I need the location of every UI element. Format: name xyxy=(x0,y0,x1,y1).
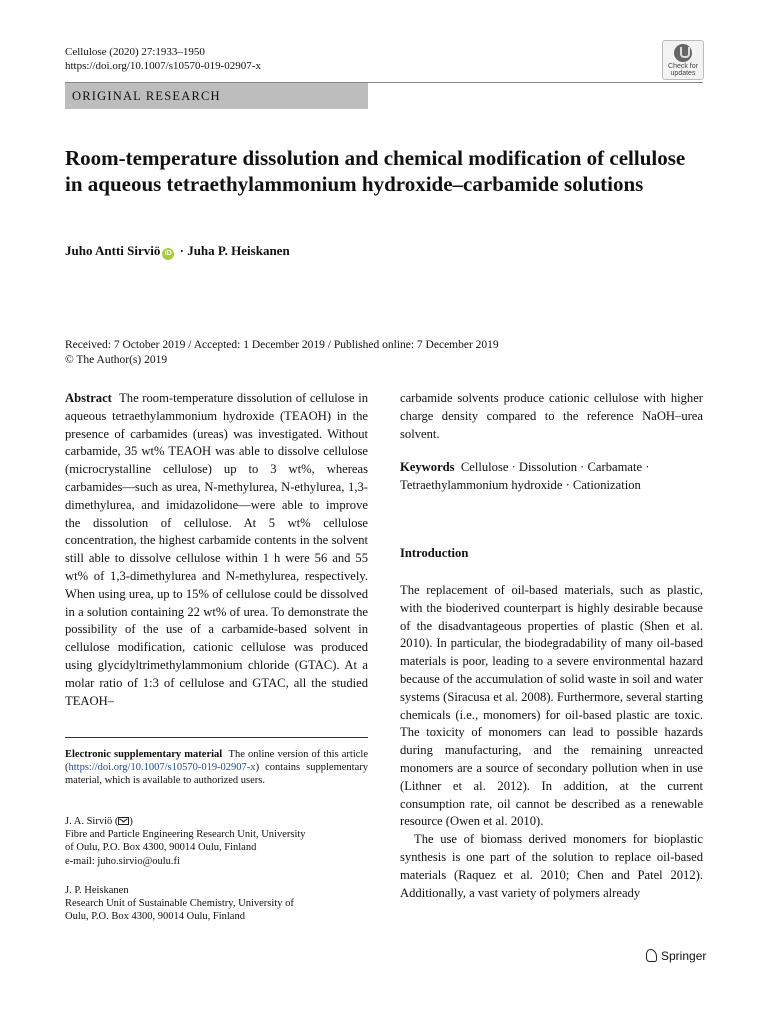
springer-horse-icon xyxy=(646,949,657,962)
author-2[interactable]: Juha P. Heiskanen xyxy=(187,243,290,258)
esm-doi-link[interactable]: https://doi.org/10.1007/s10570-019-02907-x xyxy=(68,762,256,774)
abstract-heading: Abstract xyxy=(65,391,112,405)
publisher-logo xyxy=(646,949,706,963)
dates-line: Received: 7 October 2019 / Accepted: 1 December 2019 / Published online: 7 December 2019 xyxy=(65,339,499,351)
aff1-line-2: of Oulu, P.O. Box 4300, 90014 Oulu, Finland xyxy=(65,842,257,854)
aff2-line-2: Oulu, P.O. Box 4300, 90014 Oulu, Finland xyxy=(65,911,245,923)
article-history xyxy=(65,338,499,368)
aff1-name-end: ) xyxy=(129,816,133,827)
author-list xyxy=(65,243,290,260)
publisher-name: Springer xyxy=(661,949,707,963)
abstract-left xyxy=(65,390,368,710)
introduction-body xyxy=(400,582,703,902)
footnote-divider xyxy=(65,737,368,738)
aff1-name-line xyxy=(65,815,368,828)
doi-link[interactable]: https://doi.org/10.1007/s10570-019-02907-x xyxy=(65,60,261,72)
author-1[interactable]: Juho Antti Sirviö xyxy=(65,243,161,258)
affiliation-2 xyxy=(65,884,368,924)
esm-text-2: ) contains supplementary material, which is available to authorized users. xyxy=(65,762,368,787)
abstract-text: The room-temperature dissolution of cellulose in aqueous tetraethylammonium hydroxide (TEAOH) in the presence of carbamides (ureas) was investigated. Without carbamide, 35 wt% TEAOH was able to dissolve cellulose (microcrystalline cellulose) up to 3 wt%, whereas carbamides—such as urea, N-methylurea, N-ethylurea, 1,3-dimethylurea, and imidazolidone—were able to improve the dissolution of cellulose. At 5 wt% cellulose concentration, the highest carbamide contents in the solvent still able to dissolve cellulose within 1 h were 56 and 55 wt% of 1,3-dimethylurea and N-methylurea, respectively. When using urea, up to 15% of cellulose could be dissolved in a solution containing 22 wt% of urea. To demonstrate the possibility of the use of a carbamide-based solvent in cellulose modification, cationic cellulose was produced using glycidyltrimethylammonium chloride (GTAC). At a molar ratio of 1:3 of cellulose and GTAC, all the studied TEAOH– xyxy=(65,391,369,708)
article-title: Room-temperature dissolution and chemical modification of cellulose in aqueous tetraethylammonium hydroxide–carbamide solutions xyxy=(65,146,686,196)
affiliation-1 xyxy=(65,815,368,868)
aff2-name: J. P. Heiskanen xyxy=(65,885,129,896)
intro-paragraph-1: The replacement of oil-based materials, such as plastic, with the bioderived counterpart is highly desirable because of the disadvantageous properties of plastic (Shen et al. 2010). In particular, the biodegradability of many oil-based materials is poor, leading to a severe environmental hazard because of the accumulation of solid waste in soil and water systems (Siracusa et al. 2008). Furthermore, several starting chemicals (i.e., monomers) for oil-based plastic are toxic. The toxicity of monomers can lead to possible hazards during manufacturing, and the remaining unreacted monomers are a source of secondary pollution when in use (Lithner et al. 2012). In addition, at the current consumption rate, oil cannot be described as a renewable resource (Owen et al. 2010). xyxy=(400,583,703,829)
check-updates-label-2: updates xyxy=(670,70,696,77)
intro-paragraph-2: The use of biomass derived monomers for bioplastic synthesis is one part of the solution to replace oil-based materials (Raquez et al. 2010; Chen and Patel 2012). Additionally, a vast variety of polymers already xyxy=(400,832,703,900)
check-for-updates-button[interactable] xyxy=(662,40,704,80)
check-updates-label-1: Check for xyxy=(668,63,698,70)
check-updates-icon xyxy=(674,44,692,62)
keywords xyxy=(400,459,703,495)
supplementary-note xyxy=(65,748,368,788)
aff1-line-1: Fibre and Particle Engineering Research Unit, University xyxy=(65,829,306,841)
keywords-text: Cellulose · Dissolution · Carbamate · Tetraethylammonium hydroxide · Cationization xyxy=(400,460,650,492)
aff2-line-1: Research Unit of Sustainable Chemistry, University of xyxy=(65,898,294,910)
journal-citation: Cellulose (2020) 27:1933–1950 xyxy=(65,46,205,58)
author-separator: · xyxy=(176,243,188,258)
aff1-name: J. A. Sirviö ( xyxy=(65,816,119,827)
esm-heading: Electronic supplementary material xyxy=(65,749,223,760)
introduction-heading: Introduction xyxy=(400,546,469,560)
aff1-email[interactable]: e-mail: juho.sirvio@oulu.fi xyxy=(65,855,180,867)
keywords-heading: Keywords xyxy=(400,460,455,474)
orcid-icon[interactable]: iD xyxy=(162,248,174,260)
section-banner: ORIGINAL RESEARCH xyxy=(65,83,368,109)
envelope-icon[interactable] xyxy=(118,817,129,825)
copyright-line: © The Author(s) 2019 xyxy=(65,354,168,366)
abstract-right: carbamide solvents produce cationic cellulose with higher charge density compared to the reference NaOH–urea solvent. xyxy=(400,391,703,441)
journal-header xyxy=(65,45,261,73)
esm-text-1: The online version of this article ( xyxy=(65,749,368,774)
